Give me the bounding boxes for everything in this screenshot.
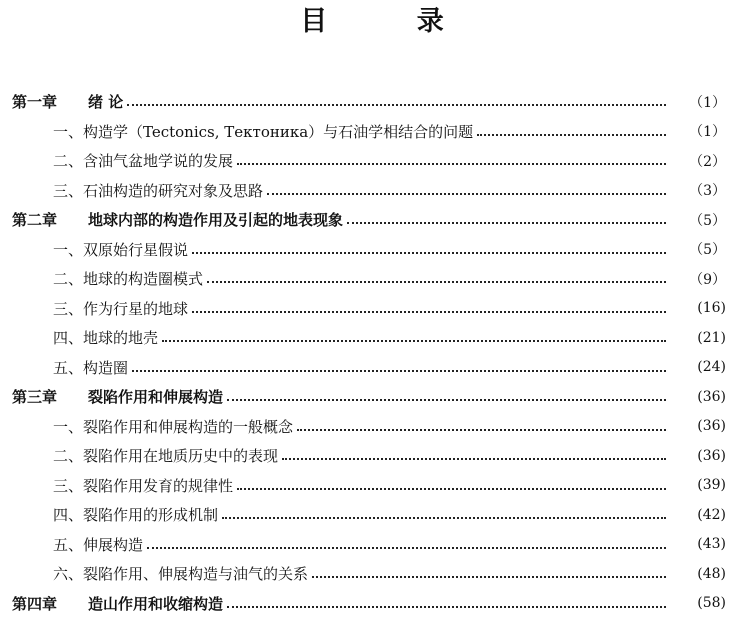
chapter-number: 第二章 bbox=[12, 211, 58, 230]
page-number: (36) bbox=[697, 447, 726, 464]
dot-leader bbox=[132, 369, 666, 372]
page-number: （2） bbox=[689, 153, 726, 170]
section-title: 二、裂陷作用在地质历史中的表现 bbox=[53, 447, 279, 466]
toc-section-2-5[interactable] bbox=[0, 353, 744, 383]
section-title: 四、裂陷作用的形成机制 bbox=[53, 506, 219, 525]
page-number: (42) bbox=[697, 506, 726, 523]
dot-leader bbox=[347, 221, 666, 224]
dot-leader bbox=[227, 605, 666, 608]
toc-section-3-1[interactable] bbox=[0, 412, 744, 442]
page-number: (43) bbox=[697, 536, 726, 553]
toc-section-1-1[interactable] bbox=[0, 117, 744, 147]
dot-leader bbox=[282, 457, 666, 460]
toc-section-1-3[interactable] bbox=[0, 176, 744, 206]
toc-section-2-1[interactable] bbox=[0, 235, 744, 265]
page-number: （1） bbox=[689, 94, 726, 111]
chapter-title: 地球内部的构造作用及引起的地表现象 bbox=[88, 211, 344, 230]
toc-section-2-4[interactable] bbox=[0, 323, 744, 353]
page-number: (21) bbox=[697, 329, 726, 346]
page-number: (58) bbox=[697, 595, 726, 612]
dot-leader bbox=[237, 487, 666, 490]
dot-leader bbox=[207, 280, 666, 283]
page-number: （5） bbox=[689, 212, 726, 229]
dot-leader bbox=[162, 339, 666, 342]
page-number: (24) bbox=[697, 359, 726, 376]
toc-section-3-6[interactable] bbox=[0, 559, 744, 589]
section-title: 二、地球的构造圈模式 bbox=[53, 270, 204, 289]
section-title: 五、伸展构造 bbox=[53, 535, 144, 554]
toc-section-3-3[interactable] bbox=[0, 471, 744, 501]
page-number: （9） bbox=[689, 271, 726, 288]
dot-leader bbox=[192, 251, 666, 254]
page-number: （1） bbox=[689, 124, 726, 141]
chapter-number: 第一章 bbox=[12, 93, 58, 112]
page-number: (36) bbox=[697, 418, 726, 435]
toc-section-3-5[interactable] bbox=[0, 530, 744, 560]
section-title: 一、裂陷作用和伸展构造的一般概念 bbox=[53, 417, 294, 436]
dot-leader bbox=[222, 516, 666, 519]
dot-leader bbox=[312, 575, 666, 578]
section-title: 一、构造学（Tectonics, Тектоника）与石油学相结合的问题 bbox=[53, 122, 474, 141]
toc-section-2-3[interactable] bbox=[0, 294, 744, 324]
dot-leader bbox=[297, 428, 666, 431]
section-title: 一、双原始行星假说 bbox=[53, 240, 189, 259]
chapter-number: 第三章 bbox=[12, 388, 58, 407]
dot-leader bbox=[227, 398, 666, 401]
section-title: 三、裂陷作用发育的规律性 bbox=[53, 476, 234, 495]
page-title: 目 录 bbox=[300, 6, 484, 37]
dot-leader bbox=[237, 162, 666, 165]
section-title: 二、含油气盆地学说的发展 bbox=[53, 152, 234, 171]
table-of-contents bbox=[0, 87, 744, 618]
toc-section-3-4[interactable] bbox=[0, 500, 744, 530]
page-number: （5） bbox=[689, 242, 726, 259]
section-title: 三、石油构造的研究对象及思路 bbox=[53, 181, 264, 200]
chapter-title: 造山作用和收缩构造 bbox=[88, 594, 224, 613]
chapter-title: 绪 论 bbox=[88, 93, 124, 112]
section-title: 六、裂陷作用、伸展构造与油气的关系 bbox=[53, 565, 309, 584]
dot-leader bbox=[267, 192, 666, 195]
section-title: 三、作为行星的地球 bbox=[53, 299, 189, 318]
toc-chapter-3[interactable] bbox=[0, 382, 744, 412]
toc-section-2-2[interactable] bbox=[0, 264, 744, 294]
toc-chapter-2[interactable] bbox=[0, 205, 744, 235]
chapter-title: 裂陷作用和伸展构造 bbox=[88, 388, 224, 407]
toc-chapter-4[interactable] bbox=[0, 589, 744, 619]
dot-leader bbox=[192, 310, 666, 313]
page-number: (48) bbox=[697, 565, 726, 582]
toc-section-1-2[interactable] bbox=[0, 146, 744, 176]
dot-leader bbox=[477, 133, 666, 136]
page-number: (16) bbox=[697, 300, 726, 317]
toc-section-3-2[interactable] bbox=[0, 441, 744, 471]
page-number: （3） bbox=[689, 183, 726, 200]
dot-leader bbox=[127, 103, 666, 106]
section-title: 四、地球的地壳 bbox=[53, 329, 159, 348]
page-number: (39) bbox=[697, 477, 726, 494]
page-number: (36) bbox=[697, 388, 726, 405]
toc-chapter-1[interactable] bbox=[0, 87, 744, 117]
dot-leader bbox=[147, 546, 666, 549]
chapter-number: 第四章 bbox=[12, 594, 58, 613]
section-title: 五、构造圈 bbox=[53, 358, 129, 377]
